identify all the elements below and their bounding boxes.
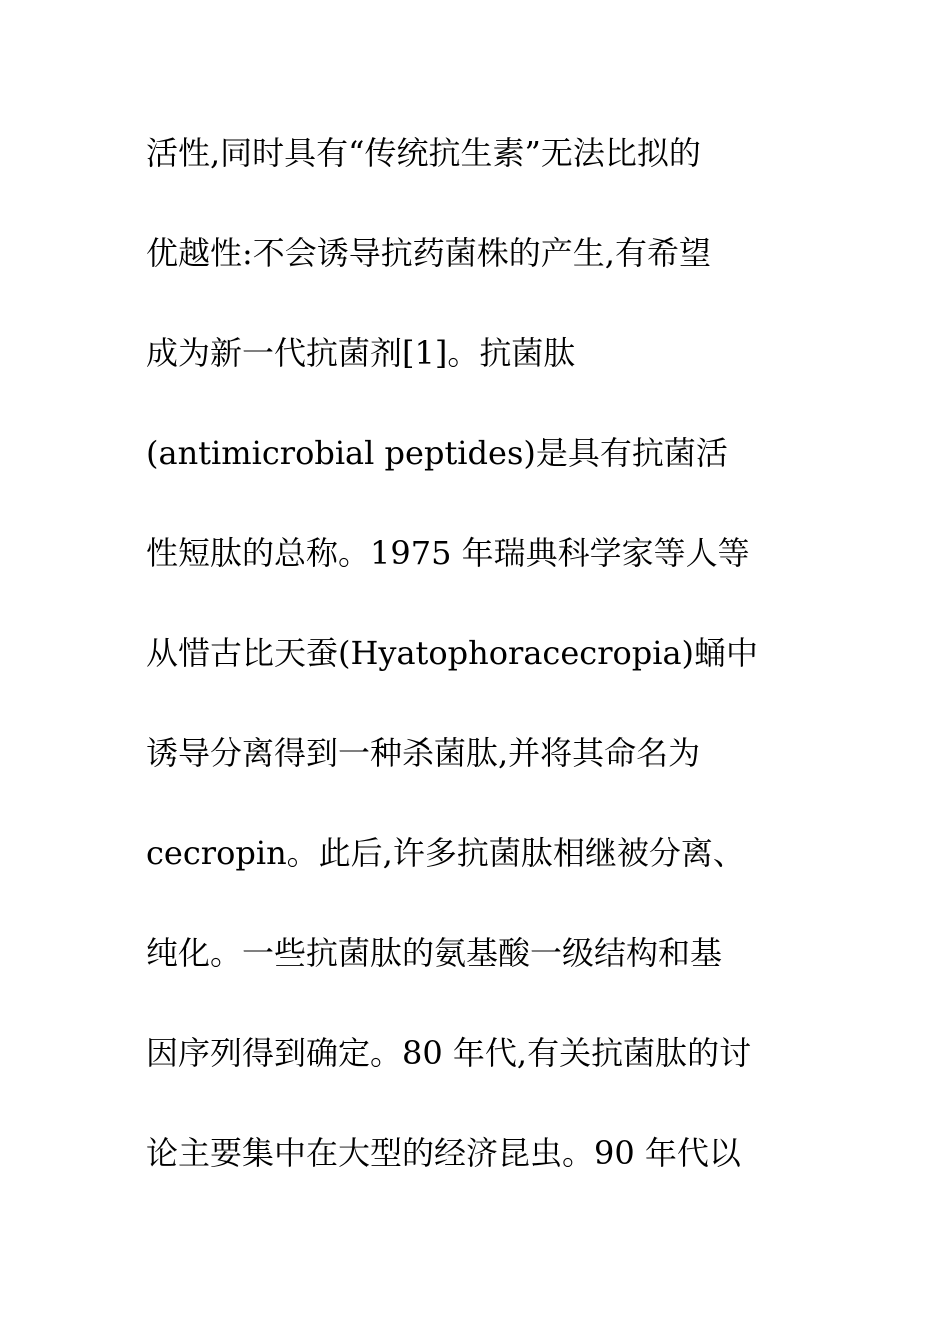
text-line: 性短肽的总称。1975 年瑞典科学家等人等 <box>146 534 750 572</box>
body-text <box>146 125 846 1225</box>
text-line: 优越性:不会诱导抗药菌株的产生,有希望 <box>146 234 711 272</box>
text-line: 活性,同时具有“传统抗生素”无法比拟的 <box>146 134 701 172</box>
text-line: (antimicrobial peptides)是具有抗菌活 <box>146 434 728 472</box>
text-line: 从惜古比天蚕(Hyatophoracecropia)蛹中 <box>146 634 759 672</box>
text-line: 成为新一代抗菌剂[1]。抗菌肽 <box>146 334 576 372</box>
text-line: cecropin。此后,许多抗菌肽相继被分离、 <box>146 834 745 872</box>
text-line: 纯化。一些抗菌肽的氨基酸一级结构和基 <box>146 934 723 972</box>
text-line: 因序列得到确定。80 年代,有关抗菌肽的讨 <box>146 1034 752 1072</box>
text-line: 论主要集中在大型的经济昆虫。90 年代以 <box>146 1134 741 1172</box>
text-line: 诱导分离得到一种杀菌肽,并将其命名为 <box>146 734 701 772</box>
